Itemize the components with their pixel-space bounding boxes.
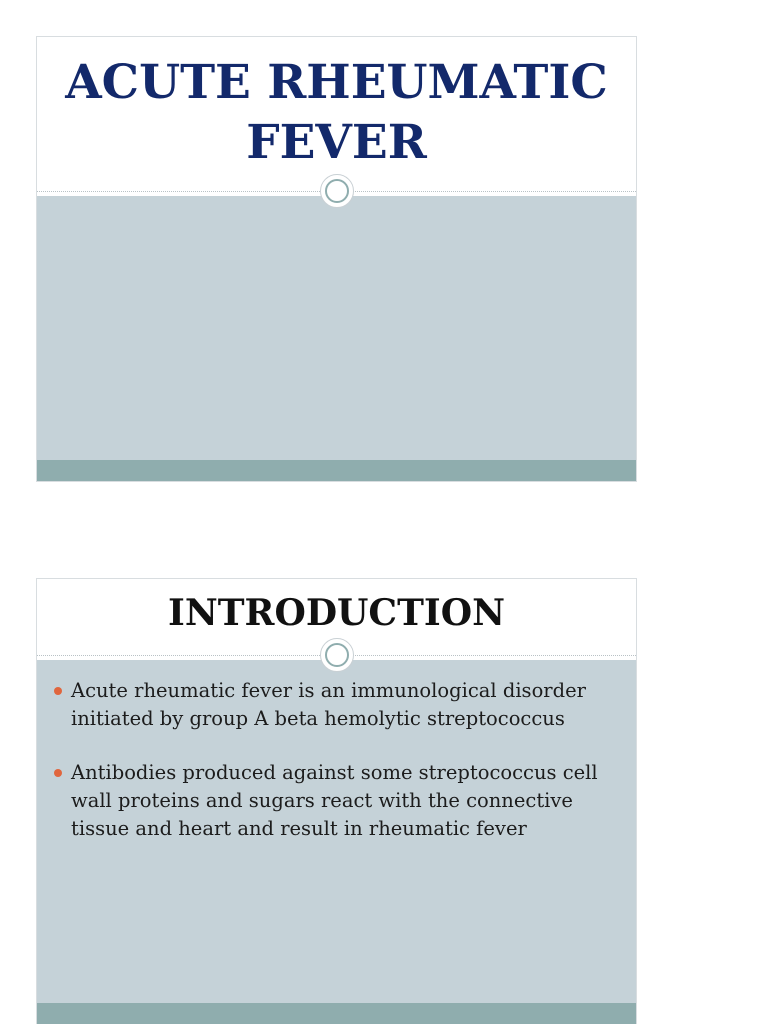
- title-line-2: FEVER: [246, 115, 427, 170]
- introduction-slide: [36, 578, 637, 1024]
- ring-icon: [320, 638, 354, 672]
- slide-header: [37, 37, 636, 192]
- ring-icon: [320, 174, 354, 208]
- bullet-list: [53, 677, 626, 869]
- title-slide: [36, 36, 637, 482]
- bullet-dot-icon: [54, 769, 62, 777]
- bullet-dot-icon: [54, 687, 62, 695]
- slide-title: [37, 53, 636, 173]
- title-line-1: ACUTE RHEUMATIC: [65, 55, 608, 110]
- footer-bar: [37, 1003, 636, 1024]
- bullet-text: Acute rheumatic fever is an immunological disorder initiated by group A beta hemolytic streptococcus: [71, 679, 586, 730]
- slide-title: INTRODUCTION: [168, 592, 505, 634]
- footer-bar: [37, 460, 636, 481]
- bullet-item: [53, 759, 626, 843]
- bullet-text: Antibodies produced against some streptococcus cell wall proteins and sugars react with the connective tissue and heart and result in rheumatic fever: [71, 761, 598, 840]
- bullet-item: [53, 677, 626, 733]
